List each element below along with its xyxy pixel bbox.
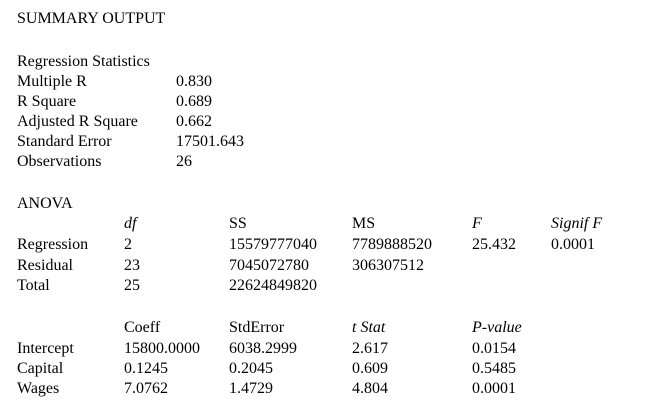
anova-col-ss: SS <box>229 215 247 232</box>
anova-col-signif-f: Signif F <box>551 215 603 232</box>
coef-cell-capital-p-value: 0.5485 <box>472 360 516 377</box>
coef-col-coeff: Coeff <box>124 319 161 336</box>
coef-cell-wages-t-stat: 4.804 <box>352 380 388 397</box>
stat-value-standard-error: 17501.643 <box>176 133 244 150</box>
stat-value-multiple-r: 0.830 <box>176 73 212 90</box>
stat-label-standard-error: Standard Error <box>17 133 112 150</box>
anova-cell-residual-df: 23 <box>124 257 140 274</box>
coef-cell-intercept-std-error: 6038.2999 <box>229 340 297 357</box>
anova-cell-regression-ms: 7789888520 <box>352 236 432 253</box>
stat-label-r-square: R Square <box>17 93 77 110</box>
stat-value-r-square: 0.689 <box>176 93 212 110</box>
coef-cell-capital-std-error: 0.2045 <box>229 360 273 377</box>
anova-cell-total-df: 25 <box>124 277 140 294</box>
coef-row-label-capital: Capital <box>17 360 64 377</box>
stat-label-multiple-r: Multiple R <box>17 73 87 90</box>
summary-title: SUMMARY OUTPUT <box>17 10 166 27</box>
coef-col-std-error: StdError <box>229 319 285 336</box>
coef-row-label-wages: Wages <box>17 380 60 397</box>
anova-cell-regression-f: 25.432 <box>472 236 516 253</box>
anova-heading: ANOVA <box>17 195 73 212</box>
coef-col-p-value: P-value <box>472 319 522 336</box>
coef-cell-intercept-coeff: 15800.0000 <box>124 340 200 357</box>
stat-label-adjusted-r-square: Adjusted R Square <box>17 113 138 130</box>
anova-row-label-residual: Residual <box>17 257 73 274</box>
coef-cell-wages-coeff: 7.0762 <box>124 380 168 397</box>
coef-cell-capital-t-stat: 0.609 <box>352 360 388 377</box>
anova-cell-residual-ss: 7045072780 <box>229 257 309 274</box>
anova-row-label-regression: Regression <box>17 236 89 253</box>
anova-col-df: df <box>124 215 137 232</box>
stat-value-adjusted-r-square: 0.662 <box>176 113 212 130</box>
anova-row-label-total: Total <box>17 277 50 294</box>
anova-col-f: F <box>472 215 482 232</box>
coef-cell-wages-p-value: 0.0001 <box>472 380 516 397</box>
anova-cell-regression-df: 2 <box>124 236 132 253</box>
anova-cell-regression-ss: 15579777040 <box>229 236 317 253</box>
coef-cell-intercept-p-value: 0.0154 <box>472 340 516 357</box>
coef-cell-wages-std-error: 1.4729 <box>229 380 273 397</box>
anova-col-ms: MS <box>352 215 376 232</box>
coef-row-label-intercept: Intercept <box>17 340 74 357</box>
coef-cell-capital-coeff: 0.1245 <box>124 360 168 377</box>
anova-cell-total-ss: 22624849820 <box>229 277 317 294</box>
stat-label-observations: Observations <box>17 153 102 170</box>
anova-cell-residual-ms: 306307512 <box>352 257 424 274</box>
regression-statistics-heading: Regression Statistics <box>17 53 150 70</box>
coef-cell-intercept-t-stat: 2.617 <box>352 340 388 357</box>
anova-cell-regression-signif-f: 0.0001 <box>551 236 595 253</box>
stat-value-observations: 26 <box>176 153 192 170</box>
coef-col-t-stat: t Stat <box>352 319 386 336</box>
